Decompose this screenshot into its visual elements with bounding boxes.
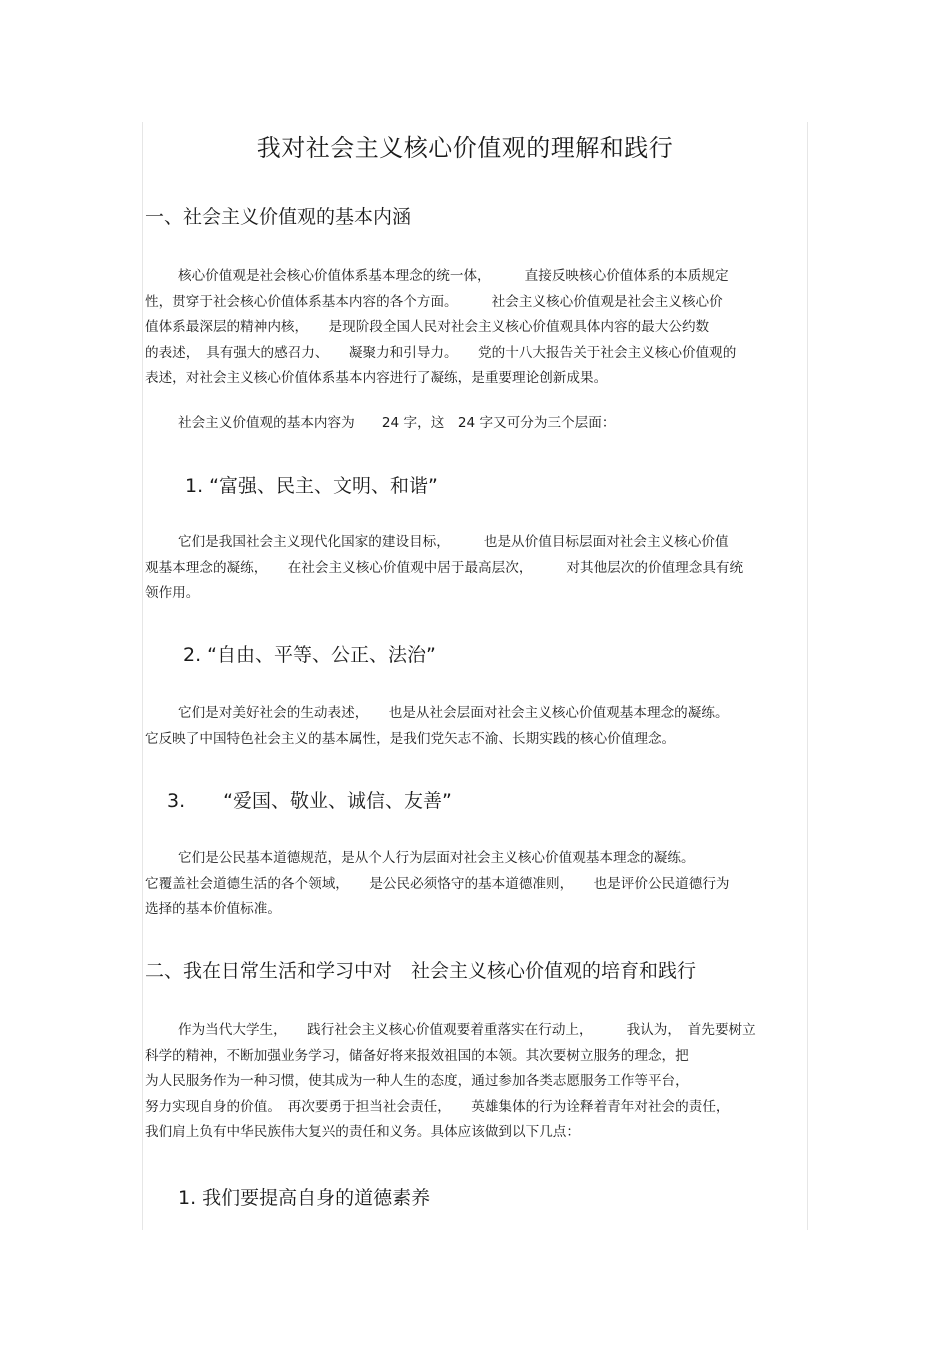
text-line: 它们是我国社会主义现代化国家的建设目标， 也是从价值目标层面对社会主义核心价值 bbox=[178, 534, 729, 550]
text-line: 性，贯穿于社会核心价值体系基本内容的各个方面。 社会主义核心价值观是社会主义核心价 bbox=[145, 293, 723, 310]
text-line: 作为当代大学生， 践行社会主义核心价值观要着重落实在行动上， 我认为， 首先要树立 bbox=[178, 1022, 756, 1038]
text-line: 表述，对社会主义核心价值体系基本内容进行了凝练，是重要理论创新成果。 bbox=[145, 370, 608, 386]
text-line: 观基本理念的凝练， 在社会主义核心价值观中居于最高层次， 对其他层次的价值理念具有统 bbox=[145, 559, 744, 576]
document-title: 我对社会主义核心价值观的理解和践行 bbox=[256, 134, 674, 162]
item-1-body bbox=[145, 530, 801, 607]
item-3-heading: 3. “爱国、敬业、诚信、友善” bbox=[167, 790, 452, 812]
text-line: 它覆盖社会道德生活的各个领域， 是公民必须恪守的基本道德准则， 也是评价公民道德行为 bbox=[145, 875, 730, 892]
section-1-summary bbox=[145, 411, 801, 437]
section-2-heading: 二、我在日常生活和学习中对 社会主义核心价值观的培育和践行 bbox=[145, 960, 697, 982]
section-2-intro bbox=[145, 1018, 801, 1146]
text-line: 领作用。 bbox=[145, 585, 200, 601]
text-line: 它们是对美好社会的生动表述， 也是从社会层面对社会主义核心价值观基本理念的凝练。 bbox=[178, 705, 729, 721]
text-line: 为人民服务作为一种习惯，使其成为一种人生的态度，通过参加各类志愿服务工作等平台， bbox=[145, 1073, 689, 1089]
text-line: 选择的基本价值标准。 bbox=[145, 901, 281, 917]
item-3-body bbox=[145, 846, 801, 923]
text-line: 的表述， 具有强大的感召力、 凝聚力和引导力。 党的十八大报告关于社会主义核心价值观的 bbox=[145, 344, 737, 361]
text-line: 努力实现自身的价值。 再次要勇于担当社会责任， 英雄集体的行为诠释着青年对社会的责任， bbox=[145, 1098, 730, 1115]
item-2-body bbox=[145, 701, 801, 752]
text-line: 科学的精神，不断加强业务学习，储备好将来报效祖国的本领。其次要树立服务的理念，把 bbox=[145, 1047, 689, 1064]
section-1-heading: 一、社会主义价值观的基本内涵 bbox=[145, 206, 412, 228]
text-line: 社会主义价值观的基本内容为 24 字，这 24 字又可分为三个层面： bbox=[178, 415, 616, 431]
item-2-heading: 2. “自由、平等、公正、法治” bbox=[183, 644, 436, 666]
section-1-intro bbox=[145, 264, 801, 392]
section-2-subheading: 1. 我们要提高自身的道德素养 bbox=[178, 1187, 431, 1209]
text-line: 值体系最深层的精神内核， 是现阶段全国人民对社会主义核心价值观具体内容的最大公约数 bbox=[145, 319, 710, 335]
item-1-heading: 1. “富强、民主、文明、和谐” bbox=[185, 475, 438, 497]
text-line: 核心价值观是社会核心价值体系基本理念的统一体， 直接反映核心价值体系的本质规定 bbox=[178, 268, 729, 284]
text-line: 它反映了中国特色社会主义的基本属性，是我们党矢志不渝、长期实践的核心价值理念。 bbox=[145, 730, 676, 747]
text-line: 它们是公民基本道德规范，是从个人行为层面对社会主义核心价值观基本理念的凝练。 bbox=[178, 850, 695, 866]
text-line: 我们肩上负有中华民族伟大复兴的责任和义务。具体应该做到以下几点： bbox=[145, 1124, 580, 1140]
